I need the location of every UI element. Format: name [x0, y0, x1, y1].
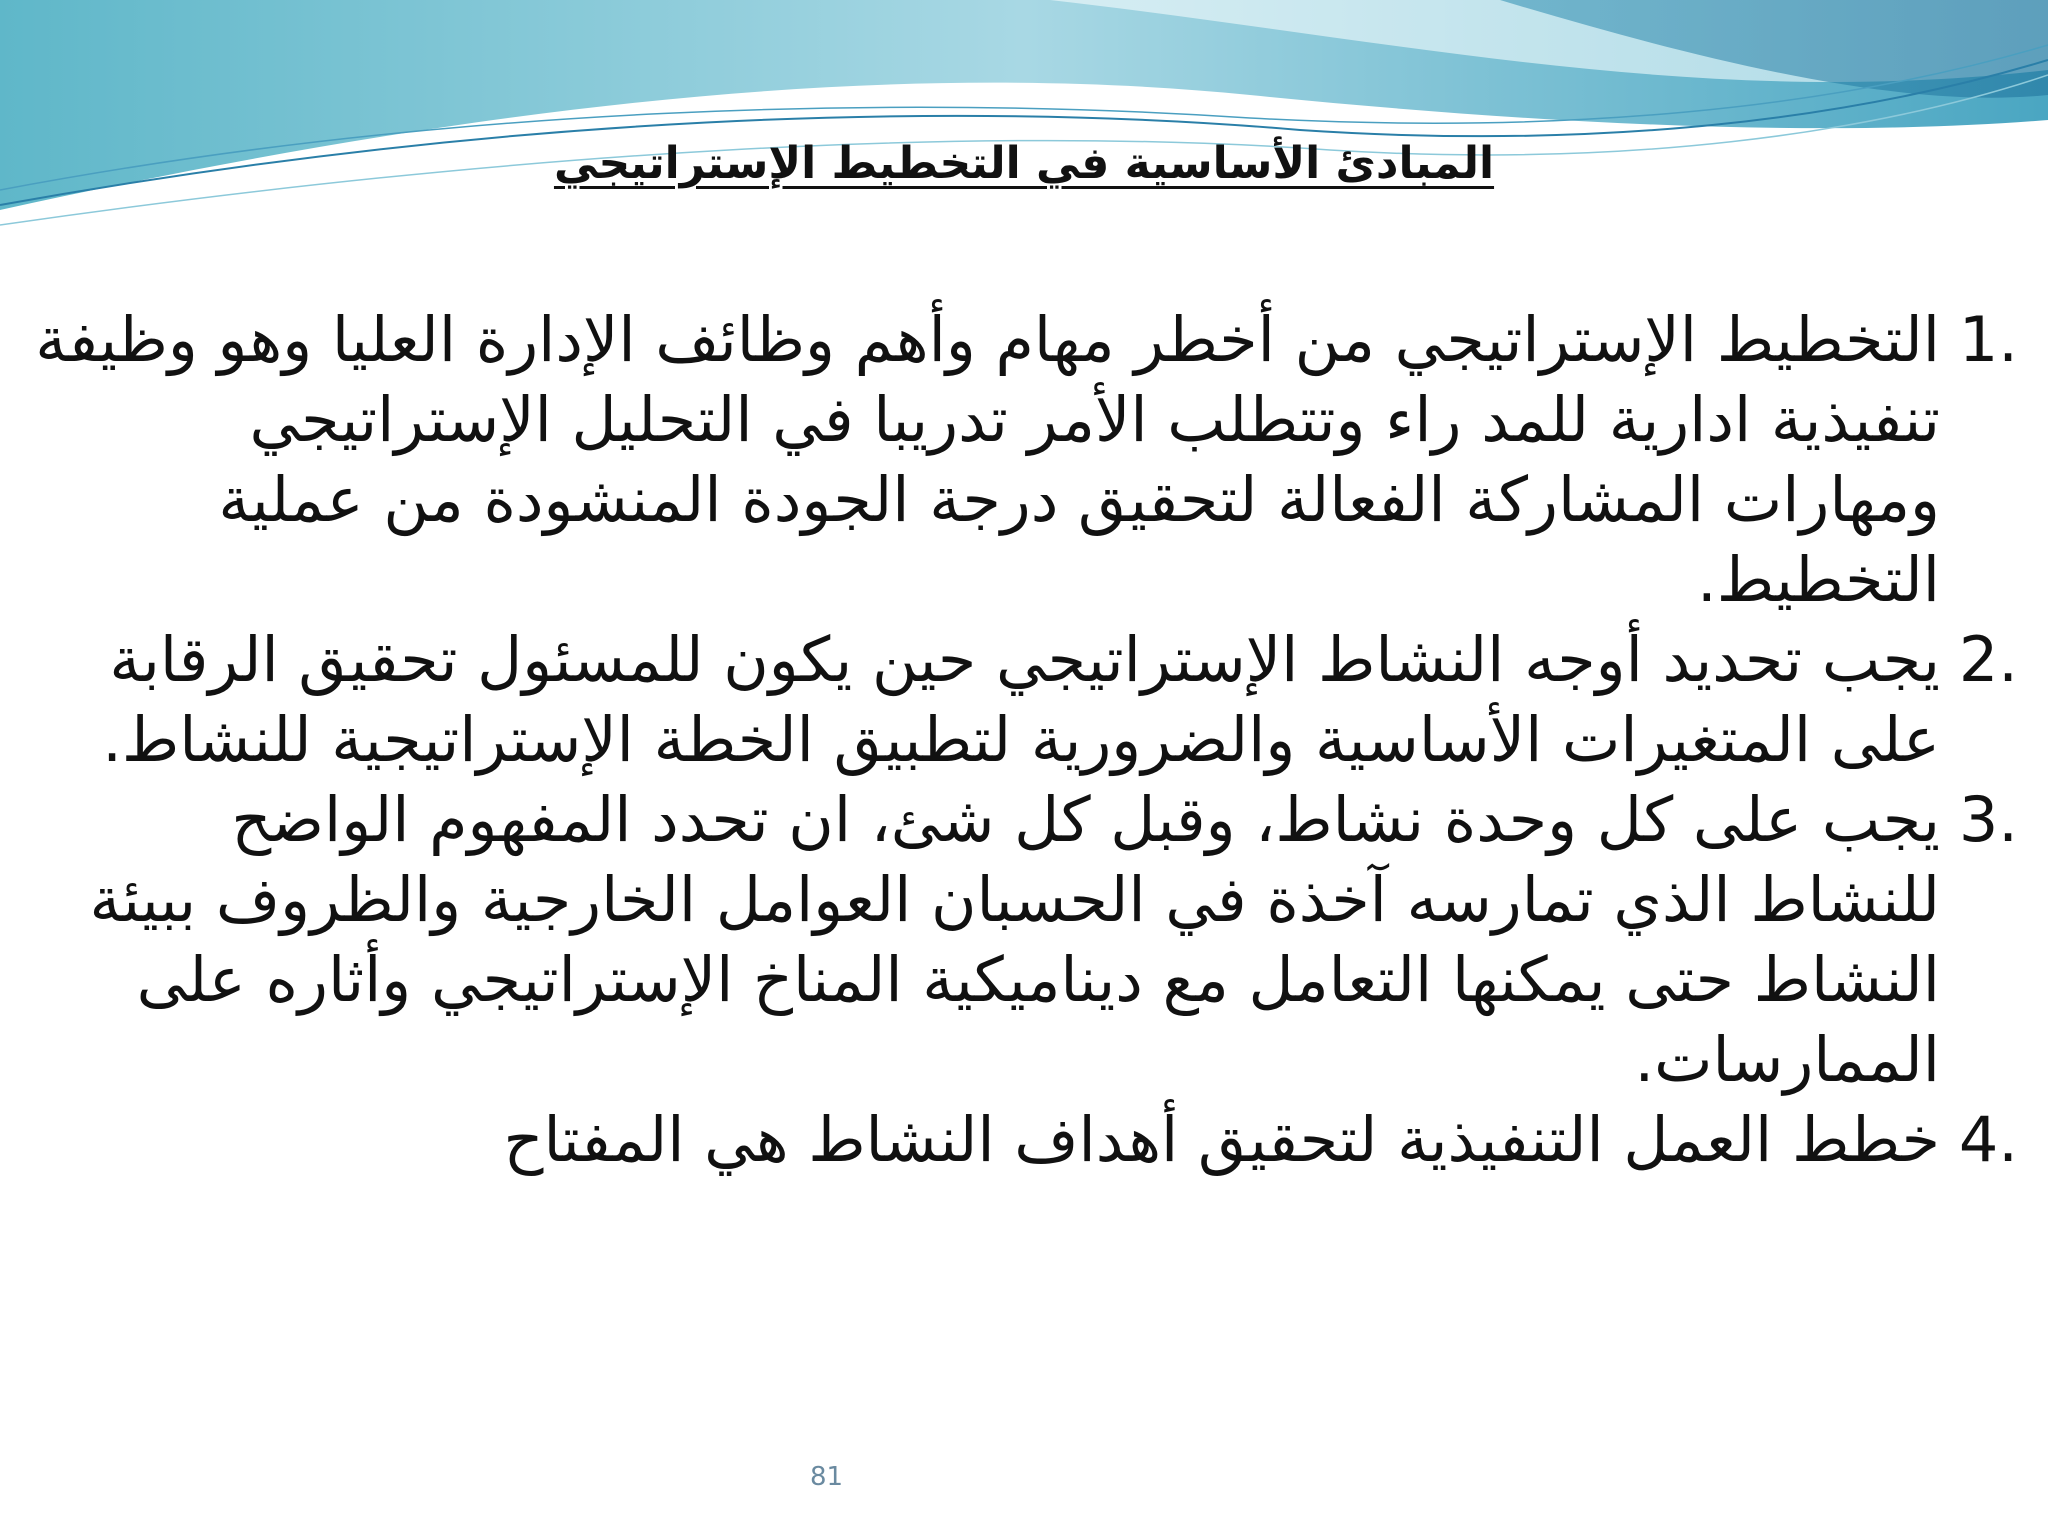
decorative-wave-header — [0, 0, 2048, 260]
list-item — [28, 1100, 2018, 1180]
principles-list — [28, 300, 2018, 1180]
slide-body — [28, 300, 2018, 1180]
list-item-text: يجب تحديد أوجه النشاط الإستراتيجي حين يكون للمسئول تحقيق الرقابة على المتغيرات الأساسية والضرورية لتطبيق الخطة الإستراتيجية للنشاط. — [102, 623, 1940, 776]
list-item — [28, 780, 2018, 1100]
list-item-number: 1. — [1958, 303, 2018, 376]
slide-title: المبادئ الأساسية في التخطيط الإستراتيجي — [553, 138, 1495, 189]
list-item-number: 2. — [1958, 623, 2018, 696]
slide-page-number: 81 — [810, 1462, 844, 1492]
list-item-text: يجب على كل وحدة نشاط، وقبل كل شئ، ان تحدد المفهوم الواضح للنشاط الذي تمارسه آخذة في الحسبان العوامل الخارجية والظروف ببيئة النشاط حتى يمكنها التعامل مع ديناميكية المناخ الإستراتيجي وأثاره على الممارسات. — [89, 783, 1940, 1096]
list-item-text: خطط العمل التنفيذية لتحقيق أهداف النشاط هي المفتاح — [503, 1103, 1940, 1176]
list-item — [28, 620, 2018, 780]
list-item — [28, 300, 2018, 620]
list-item-number: 4. — [1958, 1103, 2018, 1176]
list-item-text: التخطيط الإستراتيجي من أخطر مهام وأهم وظائف الإدارة العليا وهو وظيفة تنفيذية ادارية للمد راء وتتطلب الأمر تدريبا في التحليل الإستراتيجي ومهارات المشاركة الفعالة لتحقيق درجة الجودة المنشودة من عملية التخطيط. — [35, 303, 1940, 616]
list-item-number: 3. — [1958, 783, 2018, 856]
